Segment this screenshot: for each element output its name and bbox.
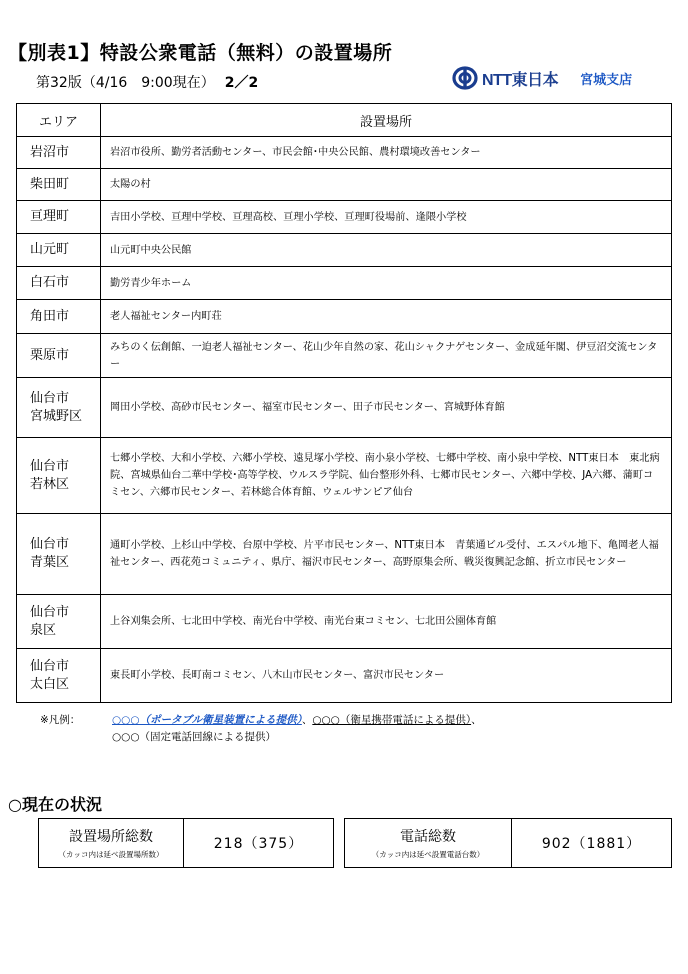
table-row: [17, 334, 672, 378]
brand-name: NTT東日本: [482, 71, 559, 89]
area-cell: 岩沼市: [17, 137, 101, 169]
area-cell: 亘理町: [17, 201, 101, 234]
area-cell: 仙台市 宮城野区: [17, 378, 101, 438]
status-heading: ○現在の状況: [8, 795, 102, 814]
places-cell: 岡田小学校、高砂市民センター、福室市民センター、田子市民センター、宮城野体育館: [101, 378, 672, 438]
table-row: [17, 201, 672, 234]
total-phones-note: （カッコ内は延べ設置電話台数）: [371, 850, 485, 859]
area-cell: 栗原市: [17, 334, 101, 378]
legend-portable: ○○○（ポータブル衛星装置による提供）: [112, 714, 302, 726]
legend: [40, 712, 482, 746]
legend-line-1: [40, 712, 482, 729]
legend-satellite: ○○○（衛星携帯電話による提供）: [312, 714, 472, 726]
places-cell: 通町小学校、上杉山中学校、台原中学校、片平市民センター、NTT東日本 青葉通ビル受付、エスパル地下、亀岡老人福祉センター、西花苑コミュニティ、県庁、福沢市民センター、高野原集会所、戦災復興記念館、折立市民センター: [101, 514, 672, 595]
legend-separator: 、: [301, 714, 313, 726]
places-cell: 勤労青少年ホーム: [101, 267, 672, 300]
area-column-header: エリア: [17, 104, 101, 137]
table-row: [17, 300, 672, 334]
places-cell: 太陽の村: [101, 169, 672, 201]
total-phones-title: 電話総数: [400, 829, 456, 845]
places-cell: 東長町小学校、長町南コミセン、八木山市民センター、富沢市民センター: [101, 649, 672, 703]
places-cell: 上谷刈集会所、七北田中学校、南光台中学校、南光台東コミセン、七北田公園体育館: [101, 595, 672, 649]
table-row: [17, 595, 672, 649]
area-cell: 仙台市 太白区: [17, 649, 101, 703]
area-cell: 山元町: [17, 234, 101, 267]
table-row: [17, 234, 672, 267]
total-locations-title: 設置場所総数: [69, 829, 153, 845]
total-phones-value: 902（1881）: [541, 836, 642, 852]
table-header-row: [17, 104, 672, 137]
area-cell: 角田市: [17, 300, 101, 334]
area-cell: 白石市: [17, 267, 101, 300]
table-row: [17, 649, 672, 703]
table-body: [17, 137, 672, 703]
branch-name: 宮城支店: [580, 72, 633, 88]
total-locations-label: [39, 819, 184, 867]
table-row: [17, 378, 672, 438]
total-locations-note: （カッコ内は延べ設置場所数）: [58, 850, 164, 859]
total-phones-label: [345, 819, 512, 867]
version-info: [36, 72, 258, 92]
area-cell: 仙台市 泉区: [17, 595, 101, 649]
legend-separator: 、: [471, 714, 482, 726]
legend-label: ※凡例：: [40, 714, 81, 726]
table-row: [17, 137, 672, 169]
locations-table: [16, 103, 672, 703]
places-cell: 老人福祉センター内町荘: [101, 300, 672, 334]
area-cell: 仙台市 若林区: [17, 438, 101, 514]
table-row: [17, 514, 672, 595]
places-cell: 吉田小学校、亘理中学校、亘理高校、亘理小学校、亘理町役場前、逢隈小学校: [101, 201, 672, 234]
ntt-logo: [452, 66, 632, 90]
table-row: [17, 169, 672, 201]
area-cell: 柴田町: [17, 169, 101, 201]
legend-line-2: [40, 729, 482, 746]
places-cell: 岩沼市役所、勤労者活動センター、市民会館･中央公民館、農村環境改善センター: [101, 137, 672, 169]
places-cell: 七郷小学校、大和小学校、六郷小学校、遠見塚小学校、南小泉小学校、七郷中学校、南小泉中学校、NTT東日本 東北病院、宮城県仙台二華中学校･高等学校、ウルスラ学院、仙台整形外科、七郷市民センター、六郷中学校、JA六郷、蒲町コミセン、六郷市民センター、若林総合体育館、ウェルサンピア仙台: [101, 438, 672, 514]
page-title: 【別表1】特設公衆電話（無料）の設置場所: [8, 42, 393, 64]
ntt-loop-icon: [452, 66, 478, 90]
places-cell: 山元町中央公民館: [101, 234, 672, 267]
places-cell: みちのく伝創館、一迫老人福祉センター、花山少年自然の家、花山シャクナゲセンター、金成延年閣、伊豆沼交流センター: [101, 334, 672, 378]
version-label: 第32版（4/16 9:00現在）: [36, 75, 215, 91]
area-cell: 仙台市 青葉区: [17, 514, 101, 595]
legend-fixed: ○○○（固定電話回線による提供）: [112, 731, 276, 743]
total-locations-box: [38, 818, 334, 868]
places-column-header: 設置場所: [101, 104, 672, 137]
table-row: [17, 438, 672, 514]
page-number: 2／2: [224, 75, 259, 91]
total-phones-box: [344, 818, 672, 868]
table-row: [17, 267, 672, 300]
total-locations-value: 218（375）: [213, 836, 304, 852]
